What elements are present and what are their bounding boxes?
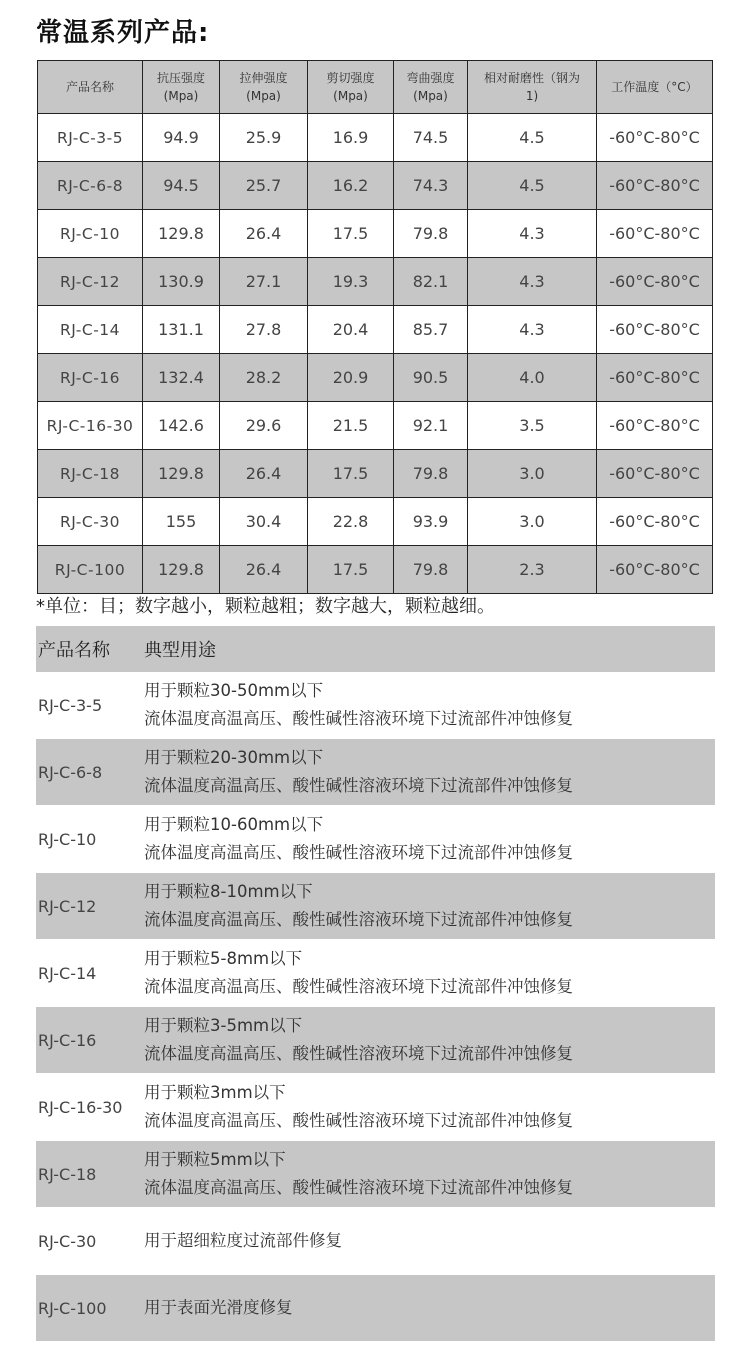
usage-product-name: RJ-C-10 — [38, 829, 97, 849]
specs-row — [38, 210, 713, 258]
usage-description — [144, 1227, 342, 1255]
usage-description-line: 流体温度高温高压、酸性碱性溶液环境下过流部件冲蚀修复 — [144, 1111, 573, 1130]
usage-description-line: 流体温度高温高压、酸性碱性溶液环境下过流部件冲蚀修复 — [144, 910, 573, 929]
usage-row — [36, 1074, 715, 1141]
usage-description-line: 流体温度高温高压、酸性碱性溶液环境下过流部件冲蚀修复 — [144, 709, 573, 728]
usage-product-name: RJ-C-100 — [38, 1298, 107, 1318]
product-model-cell: RJ-C-100 — [38, 546, 143, 594]
usage-description-line: 用于颗粒3-5mm以下 — [144, 1016, 303, 1035]
spec-value-cell: 26.4 — [220, 546, 308, 594]
usage-product-name: RJ-C-18 — [38, 1164, 97, 1184]
unit-note: *单位：目；数字越小，颗粒越粗；数字越大，颗粒越细。 — [36, 596, 495, 617]
usage-description-line: 用于颗粒8-10mm以下 — [144, 882, 313, 901]
spec-value-cell: 129.8 — [143, 210, 220, 258]
usage-description — [144, 1012, 573, 1068]
spec-value-cell: -60°C-80°C — [597, 258, 713, 306]
product-model-cell: RJ-C-3-5 — [38, 114, 143, 162]
spec-value-cell: -60°C-80°C — [597, 306, 713, 354]
usage-description — [144, 677, 573, 733]
usage-header-product-name: 产品名称 — [38, 640, 110, 661]
spec-value-cell: 130.9 — [143, 258, 220, 306]
specs-row — [38, 258, 713, 306]
header-shear-strength: 剪切强度 (Mpa) — [308, 61, 394, 114]
spec-value-cell: 4.3 — [468, 306, 597, 354]
usage-row — [36, 1141, 715, 1208]
usage-row — [36, 873, 715, 940]
spec-value-cell: -60°C-80°C — [597, 450, 713, 498]
spec-value-cell: 30.4 — [220, 498, 308, 546]
spec-value-cell: 22.8 — [308, 498, 394, 546]
product-model-cell: RJ-C-30 — [38, 498, 143, 546]
usage-product-name: RJ-C-14 — [38, 963, 97, 983]
spec-value-cell: 2.3 — [468, 546, 597, 594]
product-model-cell: RJ-C-14 — [38, 306, 143, 354]
usage-row — [36, 1275, 715, 1342]
usage-product-name: RJ-C-16-30 — [38, 1097, 123, 1117]
spec-value-cell: -60°C-80°C — [597, 354, 713, 402]
spec-value-cell: 17.5 — [308, 546, 394, 594]
usage-product-name: RJ-C-12 — [38, 896, 97, 916]
usage-description — [144, 1146, 573, 1202]
usage-description-line: 流体温度高温高压、酸性碱性溶液环境下过流部件冲蚀修复 — [144, 977, 573, 996]
spec-value-cell: 74.3 — [394, 162, 468, 210]
spec-value-cell: 28.2 — [220, 354, 308, 402]
product-model-cell: RJ-C-10 — [38, 210, 143, 258]
specs-row — [38, 354, 713, 402]
usage-row — [36, 672, 715, 739]
spec-value-cell: 74.5 — [394, 114, 468, 162]
usage-row — [36, 940, 715, 1007]
usage-header-typical-use: 典型用途 — [144, 640, 216, 661]
header-bending-strength: 弯曲强度 (Mpa) — [394, 61, 468, 114]
usage-description-line: 流体温度高温高压、酸性碱性溶液环境下过流部件冲蚀修复 — [144, 776, 573, 795]
specs-row — [38, 450, 713, 498]
spec-value-cell: 4.3 — [468, 258, 597, 306]
spec-value-cell: -60°C-80°C — [597, 114, 713, 162]
usage-description-line: 流体温度高温高压、酸性碱性溶液环境下过流部件冲蚀修复 — [144, 843, 573, 862]
usage-description — [144, 744, 573, 800]
usage-description-line: 用于颗粒3mm以下 — [144, 1083, 286, 1102]
spec-value-cell: 142.6 — [143, 402, 220, 450]
spec-value-cell: 4.3 — [468, 210, 597, 258]
spec-value-cell: 26.4 — [220, 210, 308, 258]
usage-product-name: RJ-C-30 — [38, 1231, 97, 1251]
spec-value-cell: 4.5 — [468, 162, 597, 210]
spec-value-cell: 29.6 — [220, 402, 308, 450]
usage-description — [144, 945, 573, 1001]
spec-value-cell: 129.8 — [143, 450, 220, 498]
spec-value-cell: 85.7 — [394, 306, 468, 354]
spec-value-cell: -60°C-80°C — [597, 402, 713, 450]
usage-description-line: 用于颗粒5-8mm以下 — [144, 949, 303, 968]
usage-description-line: 用于颗粒10-60mm以下 — [144, 815, 324, 834]
usage-row — [36, 739, 715, 806]
spec-value-cell: 94.9 — [143, 114, 220, 162]
usage-row — [36, 806, 715, 873]
product-model-cell: RJ-C-16 — [38, 354, 143, 402]
spec-value-cell: 129.8 — [143, 546, 220, 594]
header-wear-resistance: 相对耐磨性（钢为 1) — [468, 61, 597, 114]
spec-value-cell: 20.9 — [308, 354, 394, 402]
spec-value-cell: 25.9 — [220, 114, 308, 162]
specs-row — [38, 402, 713, 450]
spec-value-cell: 79.8 — [394, 450, 468, 498]
usage-description-line: 用于颗粒20-30mm以下 — [144, 748, 324, 767]
product-model-cell: RJ-C-12 — [38, 258, 143, 306]
spec-value-cell: 3.5 — [468, 402, 597, 450]
usage-product-name: RJ-C-16 — [38, 1030, 97, 1050]
usage-row — [36, 1007, 715, 1074]
spec-value-cell: 26.4 — [220, 450, 308, 498]
specs-table — [37, 60, 713, 594]
spec-value-cell: 79.8 — [394, 210, 468, 258]
spec-value-cell: 21.5 — [308, 402, 394, 450]
usage-table — [36, 626, 715, 1342]
spec-value-cell: 82.1 — [394, 258, 468, 306]
usage-description-line: 流体温度高温高压、酸性碱性溶液环境下过流部件冲蚀修复 — [144, 1178, 573, 1197]
spec-value-cell: 4.0 — [468, 354, 597, 402]
header-compressive-strength: 抗压强度 (Mpa) — [143, 61, 220, 114]
spec-value-cell: -60°C-80°C — [597, 210, 713, 258]
product-model-cell: RJ-C-6-8 — [38, 162, 143, 210]
spec-value-cell: 27.1 — [220, 258, 308, 306]
spec-value-cell: 27.8 — [220, 306, 308, 354]
spec-value-cell: 94.5 — [143, 162, 220, 210]
spec-value-cell: 131.1 — [143, 306, 220, 354]
specs-row — [38, 498, 713, 546]
usage-header-row — [36, 626, 715, 672]
usage-product-name: RJ-C-6-8 — [38, 762, 103, 782]
header-tensile-strength: 拉伸强度 (Mpa) — [220, 61, 308, 114]
spec-value-cell: -60°C-80°C — [597, 498, 713, 546]
usage-description — [144, 811, 573, 867]
usage-row — [36, 1208, 715, 1275]
usage-description-line: 用于超细粒度过流部件修复 — [144, 1231, 342, 1250]
usage-description-line: 用于颗粒30-50mm以下 — [144, 681, 324, 700]
usage-description — [144, 878, 573, 934]
spec-value-cell: 93.9 — [394, 498, 468, 546]
spec-value-cell: 19.3 — [308, 258, 394, 306]
spec-value-cell: 92.1 — [394, 402, 468, 450]
specs-row — [38, 546, 713, 594]
spec-value-cell: 20.4 — [308, 306, 394, 354]
spec-value-cell: 4.5 — [468, 114, 597, 162]
spec-value-cell: 79.8 — [394, 546, 468, 594]
usage-product-name: RJ-C-3-5 — [38, 695, 103, 715]
spec-value-cell: 17.5 — [308, 210, 394, 258]
specs-row — [38, 114, 713, 162]
header-product-name: 产品名称 — [38, 61, 143, 114]
spec-value-cell: 25.7 — [220, 162, 308, 210]
spec-value-cell: 155 — [143, 498, 220, 546]
usage-description-line: 用于表面光滑度修复 — [144, 1298, 293, 1317]
specs-row — [38, 306, 713, 354]
specs-row — [38, 162, 713, 210]
spec-value-cell: 17.5 — [308, 450, 394, 498]
product-model-cell: RJ-C-16-30 — [38, 402, 143, 450]
header-working-temperature: 工作温度（°C） — [597, 61, 713, 114]
product-model-cell: RJ-C-18 — [38, 450, 143, 498]
usage-description — [144, 1079, 573, 1135]
page-title: 常温系列产品: — [36, 18, 210, 48]
usage-description-line: 用于颗粒5mm以下 — [144, 1150, 286, 1169]
spec-value-cell: 3.0 — [468, 498, 597, 546]
spec-value-cell: 16.2 — [308, 162, 394, 210]
spec-value-cell: 16.9 — [308, 114, 394, 162]
spec-value-cell: 90.5 — [394, 354, 468, 402]
spec-value-cell: -60°C-80°C — [597, 162, 713, 210]
usage-description-line: 流体温度高温高压、酸性碱性溶液环境下过流部件冲蚀修复 — [144, 1044, 573, 1063]
spec-value-cell: 3.0 — [468, 450, 597, 498]
specs-header-row — [38, 61, 713, 114]
usage-description — [144, 1294, 293, 1322]
spec-value-cell: -60°C-80°C — [597, 546, 713, 594]
spec-value-cell: 132.4 — [143, 354, 220, 402]
